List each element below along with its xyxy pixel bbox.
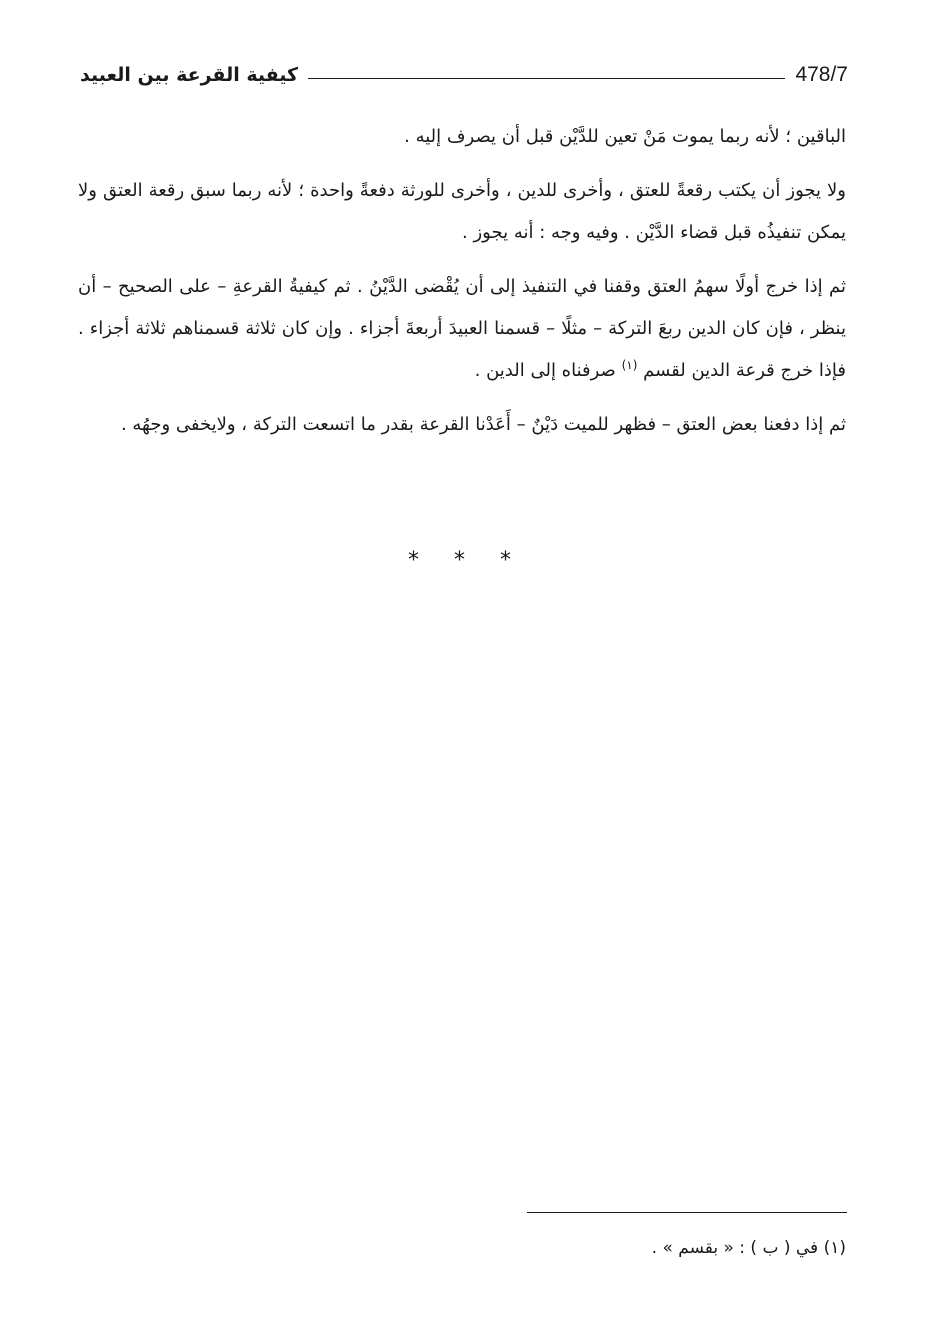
paragraph-3 xyxy=(78,266,846,392)
paragraph-1: الباقين ؛ لأنه ربما يموت مَنْ تعين للدَّيْن قبل أن يصرف إليه . xyxy=(404,126,846,147)
paragraph-3-text: ثم إذا خرج أولًا سهمُ العتق وقفنا في التنفيذ إلى أن يُقْضى الدَّيْنُ . ثم كيفيةُ القرعةِ – على الصحيح – أن ينظر ، فإن كان الدين ربعَ التركة – مثلًا – قسمنا العبيدَ أربعةَ أجزاء . وإن كان ثلاثة قسمناهم ثلاثة أجزاء . فإذا خرج قرعة الدين لقسم xyxy=(78,276,846,381)
section-separator: * * * xyxy=(408,548,525,573)
footnote: (١) في ( ب ) : « بقسم » . xyxy=(651,1238,846,1258)
page-number: 478/7 xyxy=(795,63,848,86)
running-title: كيفية القرعة بين العبيد xyxy=(80,64,299,86)
footnote-reference: (١) xyxy=(621,358,638,372)
paragraph-2: ولا يجوز أن يكتب رقعةً للعتق ، وأخرى للدين ، وأخرى للورثة دفعةً واحدة ؛ لأنه ربما سبق رقعة العتق ولا يمكن تنفيذُه قبل قضاء الدَّيْن . وفيه وجه : أنه يجوز . xyxy=(78,180,846,243)
body-text xyxy=(78,116,846,458)
header-rule xyxy=(308,78,785,79)
paragraph-3-text-end: صرفناه إلى الدين . xyxy=(474,360,622,381)
page-header xyxy=(80,58,848,92)
paragraph-4: ثم إذا دفعنا بعض العتق – فظهر للميت دَيْنٌ – أَعَدْنا القرعة بقدر ما اتسعت التركة ، ولايخفى وجهُه . xyxy=(120,414,846,435)
footnote-rule xyxy=(527,1212,847,1213)
